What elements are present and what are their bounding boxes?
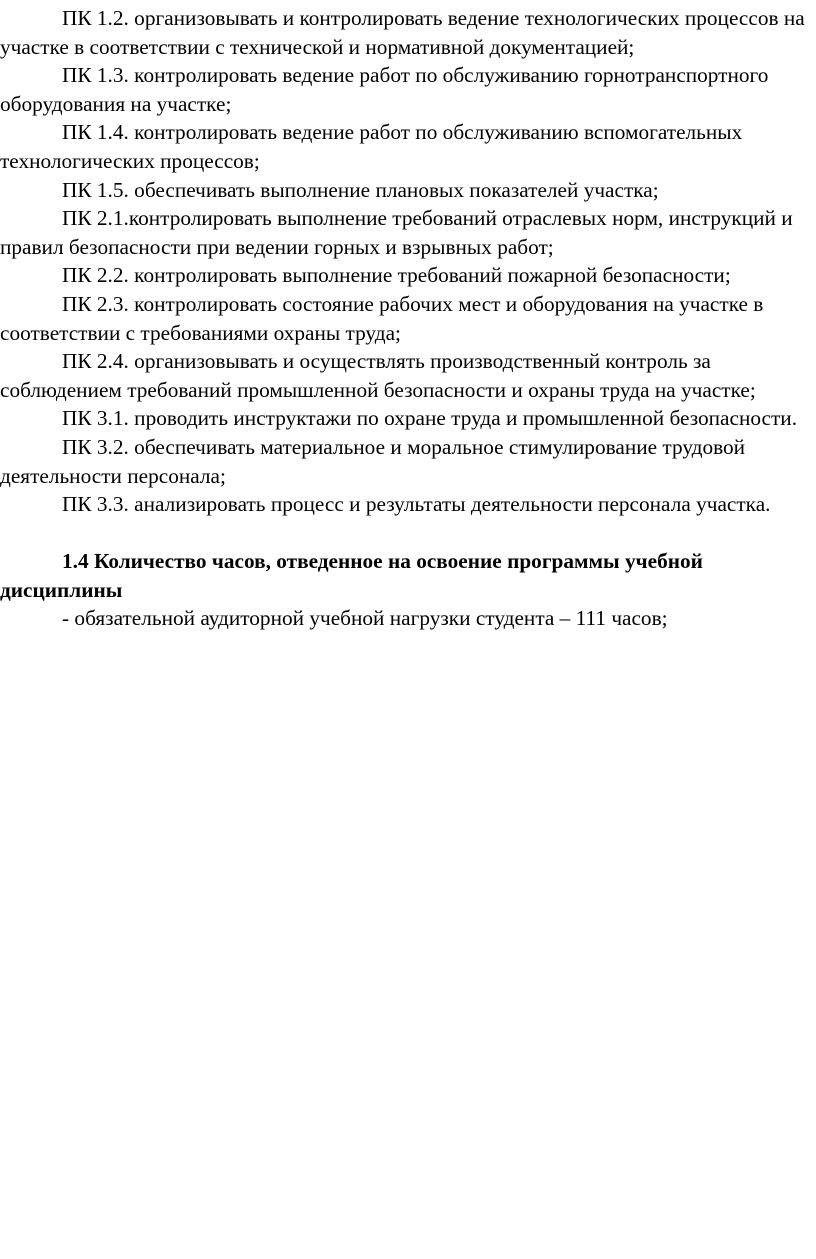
competency-pk-3-2: ПК 3.2. обеспечивать материальное и моральное стимулирование трудовой деятельности персонала;: [0, 434, 746, 488]
competency-pk-3-3: ПК 3.3. анализировать процесс и результаты деятельности персонала участка.: [62, 492, 771, 517]
competency-pk-1-5: ПК 1.5. обеспечивать выполнение плановых показателей участка;: [62, 177, 659, 202]
competency-pk-2-1: ПК 2.1.контролировать выполнение требований отраслевых норм, инструкций и правил безопасности при ведении горных и взрывных работ;: [0, 206, 793, 259]
competency-pk-2-4: ПК 2.4. организовывать и осуществлять производственный контроль за соблюдением требований промышленной безопасности и охраны труда на участке;: [0, 349, 756, 402]
paragraph-spacer: [0, 519, 812, 548]
competency-pk-1-2: ПК 1.2. организовывать и контролировать ведение технологических процессов на участке в соответствии с технической и нормативной документацией;: [0, 6, 805, 59]
competency-pk-2-3: ПК 2.3. контролировать состояние рабочих мест и оборудования на участке в соответствии с требованиями охраны труда;: [0, 291, 764, 345]
hours-item: - обязательной аудиторной учебной нагрузки студента – 111 часов;: [62, 606, 668, 631]
competency-pk-1-3: ПК 1.3. контролировать ведение работ по обслуживанию горнотранспортного оборудования на участке;: [0, 63, 769, 116]
section-heading: 1.4 Количество часов, отведенное на освоение программы учебной дисциплины: [0, 549, 703, 602]
competency-pk-1-4: ПК 1.4. контролировать ведение работ по обслуживанию вспомогательных технологических процессов;: [0, 120, 743, 173]
competency-pk-2-2: ПК 2.2. контролировать выполнение требований пожарной безопасности;: [62, 263, 731, 288]
competency-pk-3-1: ПК 3.1. проводить инструктажи по охране труда и промышленной безопасности.: [62, 406, 798, 431]
